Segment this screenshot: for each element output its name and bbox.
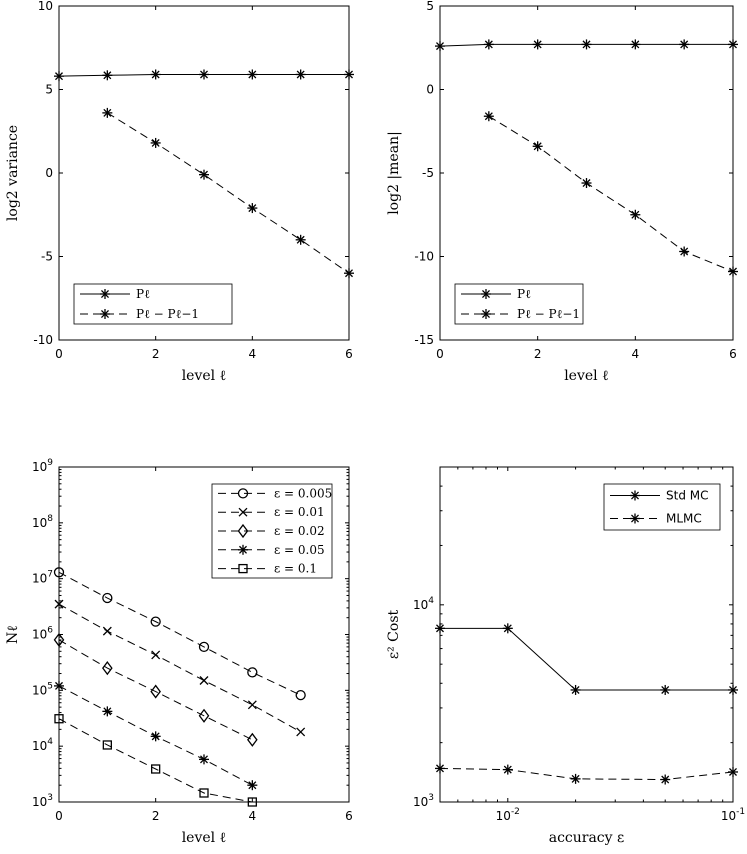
legend-marker xyxy=(481,289,491,299)
legend-marker xyxy=(630,491,640,501)
data-point xyxy=(296,69,306,79)
chart-mean xyxy=(386,0,738,384)
data-point xyxy=(679,246,689,256)
legend-label: ε = 0.1 xyxy=(274,561,317,576)
chart-var xyxy=(5,0,354,384)
x-tick-label: 2 xyxy=(151,347,160,361)
data-point xyxy=(660,685,670,695)
series-line xyxy=(440,768,733,779)
marker-circle xyxy=(296,691,305,700)
data-point xyxy=(200,677,208,685)
marker-diamond xyxy=(248,734,257,746)
y-axis-label: log2 variance xyxy=(5,124,21,222)
y-axis-label: log2 |mean| xyxy=(386,131,402,215)
y-tick-label: -10 xyxy=(414,249,434,264)
series-0 xyxy=(435,623,738,695)
y-tick-label: $10^5$ xyxy=(31,681,53,698)
y-axis-label: ε² Cost xyxy=(386,609,402,660)
chart-nl xyxy=(5,458,353,846)
data-point xyxy=(435,623,445,633)
data-point xyxy=(102,70,112,80)
series-0 xyxy=(54,69,354,81)
data-point xyxy=(297,728,305,736)
data-point xyxy=(571,774,581,784)
series-1 xyxy=(435,763,738,784)
data-point xyxy=(484,39,494,49)
legend-marker xyxy=(100,289,110,299)
y-tick-label: $10^7$ xyxy=(31,569,53,586)
data-point xyxy=(344,268,354,278)
chart-cost xyxy=(386,467,745,846)
data-point xyxy=(435,41,445,51)
data-point xyxy=(151,138,161,148)
data-point xyxy=(151,69,161,79)
legend-marker xyxy=(238,545,248,555)
data-point xyxy=(103,627,111,635)
data-point xyxy=(199,170,209,180)
data-point xyxy=(102,108,112,118)
x-tick-label: 6 xyxy=(345,347,353,361)
data-point xyxy=(503,765,513,775)
data-point xyxy=(728,267,738,277)
data-point xyxy=(247,69,257,79)
legend-marker xyxy=(630,514,640,524)
series-line xyxy=(107,113,349,273)
y-tick-label: $10^4$ xyxy=(412,595,434,612)
series-line xyxy=(440,628,733,690)
x-tick-label: 0 xyxy=(55,809,63,823)
data-point xyxy=(152,651,160,659)
x-axis-label: level ℓ xyxy=(564,368,609,384)
x-tick-label: 4 xyxy=(631,347,640,361)
y-tick-label: 0 xyxy=(45,166,53,180)
data-point xyxy=(728,39,738,49)
data-point xyxy=(484,111,494,121)
data-point xyxy=(199,754,209,764)
data-point xyxy=(247,203,257,213)
legend xyxy=(604,484,720,530)
series-line xyxy=(489,116,733,271)
data-point xyxy=(248,668,257,677)
y-tick-label: 0 xyxy=(426,82,434,97)
legend-label: Pℓ − Pℓ−1 xyxy=(517,307,581,321)
data-point xyxy=(582,39,592,49)
x-axis-label: accuracy ε xyxy=(548,830,625,846)
y-axis-label: Nℓ xyxy=(5,625,21,644)
y-tick-label: 10 xyxy=(37,0,53,13)
legend-label: Pℓ xyxy=(517,287,531,301)
y-tick-label: 5 xyxy=(426,0,434,13)
legend xyxy=(455,284,583,324)
data-point xyxy=(102,706,112,716)
y-tick-label: $10^6$ xyxy=(31,625,53,642)
x-tick-label: 4 xyxy=(248,347,257,361)
data-point xyxy=(247,780,257,790)
x-tick-label: $10^{-2}$ xyxy=(495,807,520,823)
y-tick-label: $10^4$ xyxy=(31,737,53,754)
data-point xyxy=(344,69,354,79)
data-point xyxy=(630,210,640,220)
data-point xyxy=(296,235,306,245)
series-line xyxy=(59,719,252,802)
series-2 xyxy=(55,634,257,746)
data-point xyxy=(660,775,670,785)
x-tick-label: 4 xyxy=(248,809,257,823)
series-line xyxy=(59,604,301,732)
legend-label: Pℓ xyxy=(136,287,150,301)
legend-marker xyxy=(100,309,110,319)
y-tick-label: -15 xyxy=(414,333,434,347)
legend-label: MLMC xyxy=(666,511,702,526)
data-point xyxy=(503,623,513,633)
legend-label: ε = 0.02 xyxy=(274,524,325,538)
series-1 xyxy=(484,111,738,276)
legend-label: Std MC xyxy=(666,488,709,503)
y-tick-label: -5 xyxy=(41,249,53,264)
x-tick-label: 0 xyxy=(436,347,444,361)
data-point xyxy=(571,685,581,695)
series-0 xyxy=(55,568,306,700)
data-point xyxy=(728,685,738,695)
y-tick-label: $10^8$ xyxy=(31,513,53,530)
x-tick-label: 0 xyxy=(55,347,63,361)
data-point xyxy=(199,69,209,79)
x-axis-label: level ℓ xyxy=(181,368,227,384)
y-tick-label: $10^3$ xyxy=(31,793,53,809)
data-point xyxy=(248,734,257,746)
data-point xyxy=(435,763,445,773)
series-1 xyxy=(55,600,305,736)
data-point xyxy=(630,39,640,49)
x-tick-label: 2 xyxy=(533,347,542,361)
legend xyxy=(74,284,232,324)
data-point xyxy=(296,691,305,700)
legend-label: ε = 0.05 xyxy=(274,542,325,557)
y-tick-label: $10^3$ xyxy=(412,793,434,809)
legend-label: Pℓ − Pℓ−1 xyxy=(136,307,200,321)
data-point xyxy=(151,731,161,741)
marker-circle xyxy=(248,668,257,677)
data-point xyxy=(54,71,64,81)
x-tick-label: $10^{-1}$ xyxy=(720,807,746,823)
x-tick-label: 6 xyxy=(729,347,737,361)
data-point xyxy=(54,681,64,691)
y-tick-label: 5 xyxy=(45,82,53,97)
series-1 xyxy=(102,108,354,278)
x-tick-label: 2 xyxy=(151,809,160,823)
x-tick-label: 6 xyxy=(345,809,353,823)
data-point xyxy=(533,141,543,151)
series-4 xyxy=(55,715,256,806)
series-0 xyxy=(435,39,738,51)
data-point xyxy=(533,39,543,49)
data-point xyxy=(248,701,256,709)
data-point xyxy=(679,39,689,49)
y-tick-label: $10^9$ xyxy=(31,458,53,474)
x-axis-label: level ℓ xyxy=(181,830,227,846)
legend-label: ε = 0.005 xyxy=(274,486,333,501)
series-line xyxy=(59,572,301,695)
y-tick-label: -10 xyxy=(33,333,53,347)
y-tick-label: -5 xyxy=(422,166,434,180)
data-point xyxy=(728,767,738,777)
legend-marker xyxy=(481,309,491,319)
legend-label: ε = 0.01 xyxy=(274,505,325,520)
legend xyxy=(212,484,332,578)
data-point xyxy=(582,178,592,188)
